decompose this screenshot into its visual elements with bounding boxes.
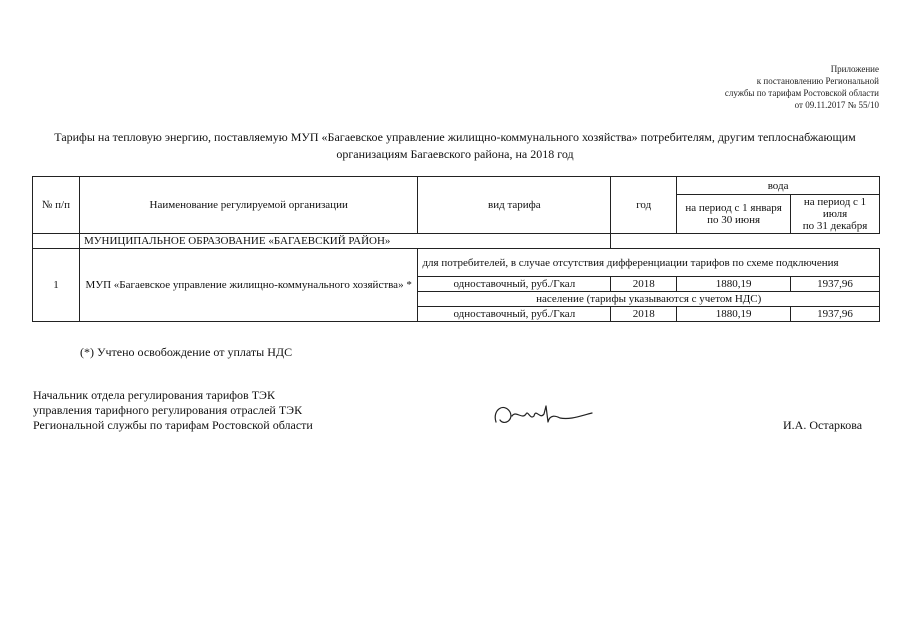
appendix-line: к постановлению Региональной (756, 76, 879, 86)
appendix-line: службы по тарифам Ростовской области (724, 88, 879, 98)
title-line-2: организациям Багаевского района, на 2018 год (336, 147, 574, 161)
signer-line-2: управления тарифного регулирования отраслей ТЭК (33, 403, 303, 417)
tariff-table (32, 176, 880, 322)
signature-image (490, 398, 600, 434)
header-year: год (611, 177, 677, 234)
header-num: № п/п (33, 177, 80, 234)
header-period-1 (677, 195, 791, 234)
group-1-year: 2018 (611, 277, 677, 292)
group-2-period-1: 1880,19 (677, 307, 791, 322)
group-1-tariff: одноставочный, руб./Гкал (418, 277, 611, 292)
signer-line-1: Начальник отдела регулирования тарифов ТЭК (33, 388, 275, 402)
document-title (30, 129, 880, 163)
header-tariff-type: вид тарифа (418, 177, 611, 234)
header-period-2-line-2: по 31 декабря (802, 220, 868, 232)
group-2-tariff: одноставочный, руб./Гкал (418, 307, 611, 322)
group-1-period-2: 1937,96 (791, 277, 880, 292)
footnote: (*) Учтено освобождение от уплаты НДС (80, 345, 293, 359)
group-2-period-2: 1937,96 (791, 307, 880, 322)
group-1-label: для потребителей, в случае отсутствия дифференциации тарифов по схеме подключения (418, 249, 880, 277)
group-2-year: 2018 (611, 307, 677, 322)
header-period-1-line-1: на период с 1 января (685, 202, 782, 214)
signer-line-3: Региональной службы по тарифам Ростовской области (33, 418, 313, 432)
signature-stroke (495, 406, 592, 422)
municipality-row: МУНИЦИПАЛЬНОЕ ОБРАЗОВАНИЕ «БАГАЕВСКИЙ РАЙОН» (79, 234, 610, 249)
appendix-line: от 09.11.2017 № 55/10 (794, 100, 879, 110)
header-water: вода (677, 177, 880, 195)
row-org-name: МУП «Багаевское управление жилищно-коммунального хозяйства» * (79, 249, 418, 322)
title-line-1: Тарифы на тепловую энергию, поставляемую МУП «Багаевское управление жилищно-коммунального хозяйства» потребителям, другим теплоснабжающим (54, 130, 856, 144)
header-period-2 (791, 195, 880, 234)
group-2-label: население (тарифы указываются с учетом НДС) (418, 292, 880, 307)
signer-block (33, 388, 313, 433)
signer-name: И.А. Остаркова (783, 418, 863, 432)
row-num: 1 (33, 249, 80, 322)
appendix-line: Приложение (830, 64, 879, 74)
group-1-period-1: 1880,19 (677, 277, 791, 292)
header-period-1-line-2: по 30 июня (707, 214, 761, 226)
appendix-block (725, 63, 879, 111)
header-period-2-line-1: на период с 1 июля (803, 196, 867, 220)
header-org: Наименование регулируемой организации (79, 177, 418, 234)
